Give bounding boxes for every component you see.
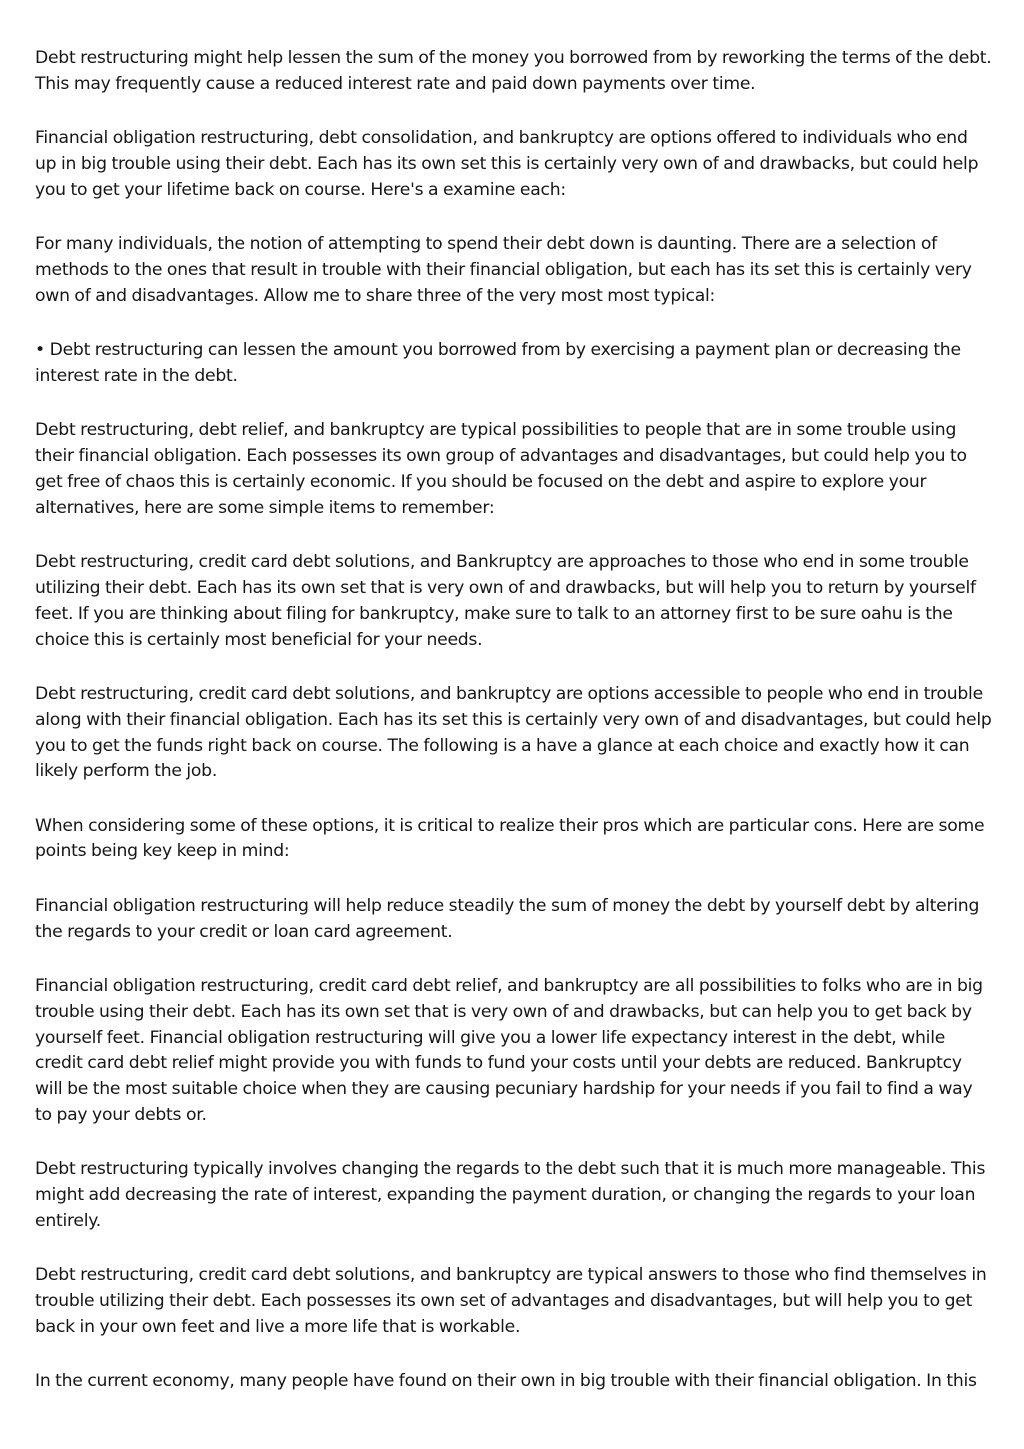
paragraph: For many individuals, the notion of attempting to spend their debt down is daunting. There are a selection of methods to the ones that result in trouble with their financial obligation, but each has its set this is certainly very own of and disadvantages. Allow me to share three of the very most most typical: [35, 234, 972, 306]
paragraph: Financial obligation restructuring will help reduce steadily the sum of money the debt by yourself debt by altering the regards to your credit or loan card agreement. [35, 895, 980, 942]
paragraph: Debt restructuring might help lessen the sum of the money you borrowed from by reworking the terms of the debt. This may frequently cause a reduced interest rate and paid down payments over time. [35, 48, 992, 94]
paragraph: Debt restructuring, credit card debt solutions, and Bankruptcy are approaches to those who end in some trouble utilizing their debt. Each has its own set that is very own of and drawbacks, but will help you to return by yourself feet. If you are thinking about filing for bankruptcy, make sure to talk to an attorney first to be sure oahu is the choice this is certainly most beneficial for your needs. [35, 552, 976, 650]
paragraph-truncated: In the current economy, many people have found on their own in big trouble with their financial obligation. In this [35, 1371, 977, 1392]
paragraph: Debt restructuring, credit card debt solutions, and bankruptcy are options accessible to people who end in trouble along with their financial obligation. Each has its set this is certainly very own of and disadvantages, but could help you to get the funds right back on course. The following is a have a glance at each choice and exactly how it can likely perform the job. [35, 683, 992, 782]
paragraph: Financial obligation restructuring, credit card debt relief, and bankruptcy are all possibilities to folks who are in big trouble using their debt. Each has its own set that is very own of and drawbacks, but can help you to get back by yourself feet. Financial obligation restructuring will give you a lower life expectancy interest in the debt, while credit card debt relief might provide you with funds to fund your costs until your debts are reduced. Bankruptcy will be the most suitable choice when they are causing pecuniary hardship for your needs if you fail to find a way to pay your debts or. [35, 976, 983, 1126]
paragraph: Debt restructuring typically involves changing the regards to the debt such that it is much more manageable. This might add decreasing the rate of interest, expanding the payment duration, or changing the regards to your loan entirely. [35, 1159, 986, 1232]
paragraph: Debt restructuring, debt relief, and bankruptcy are typical possibilities to people that are in some trouble using their financial obligation. Each possesses its own group of advantages and disadvantages, but could help you to get free of chaos this is certainly economic. If you should be focused on the debt and aspire to explore your alternatives, here are some simple items to remember: [35, 420, 967, 518]
document-body [35, 46, 993, 1424]
paragraph: Debt restructuring, credit card debt solutions, and bankruptcy are typical answers to those who find themselves in trouble utilizing their debt. Each possesses its own set of advantages and disadvantages, but will help you to get back in your own feet and live a more life that is workable. [35, 1265, 987, 1338]
bullet-paragraph: • Debt restructuring can lessen the amount you borrowed from by exercising a payment plan or decreasing the interest rate in the debt. [35, 340, 961, 386]
paragraph: Financial obligation restructuring, debt consolidation, and bankruptcy are options offered to individuals who end up in big trouble using their debt. Each has its own set this is certainly very own of and drawbacks, but could help you to get your lifetime back on course. Here's a examine each: [35, 128, 979, 200]
paragraph: When considering some of these options, it is critical to realize their pros which are particular cons. Here are some points being key keep in mind: [35, 815, 985, 862]
